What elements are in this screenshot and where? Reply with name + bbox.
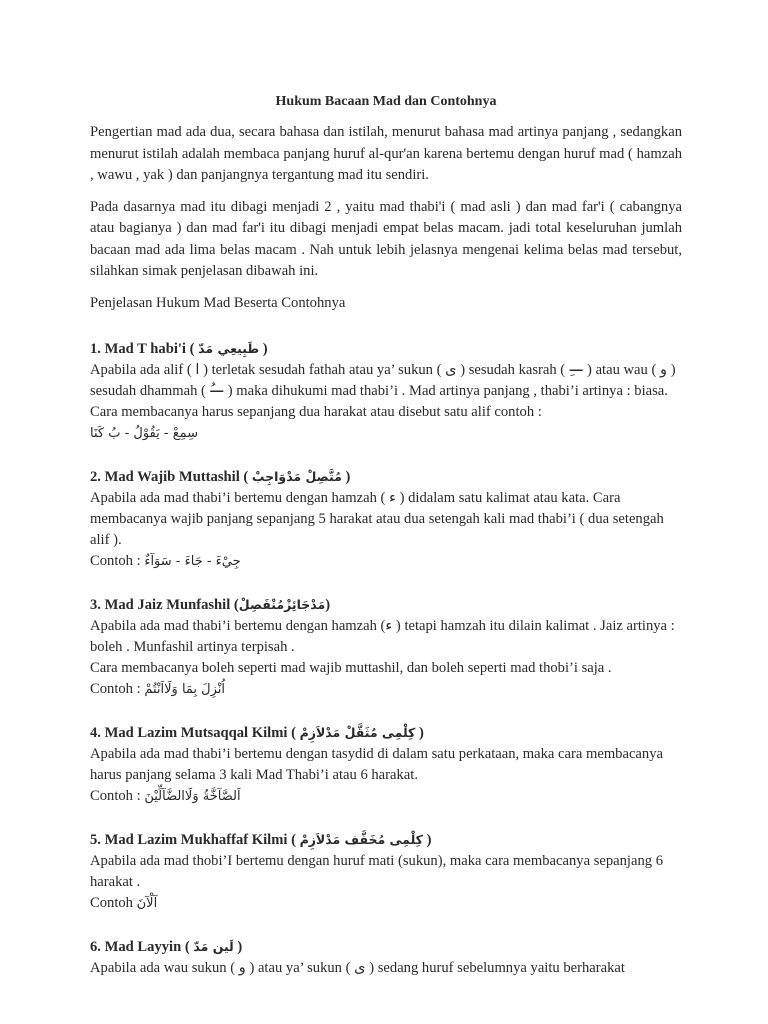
section-line: Apabila ada wau sukun ( و ) atau ya’ sukun ( ى ) sedang huruf sebelumnya yaitu berharakat: [90, 960, 625, 976]
heading-close: ): [422, 832, 432, 848]
heading-arabic: لَين مَدّ: [193, 939, 234, 954]
section-heading: [90, 722, 682, 744]
section-mad-lazim-mukhaffaf-kilmi: [90, 829, 682, 914]
section-heading: [90, 338, 682, 360]
intro-paragraph-2: Pada dasarnya mad itu dibagi menjadi 2 , yaitu mad thabi'i ( mad asli ) dan mad far'i ( cabangnya atau bagianya ) dan mad far'i itu dibagi menjadi empat belas macam. jadi total keseluruhan jumlah bacaan mad ada lima belas macam . Nah untuk lebih jelasnya mengenai kelima belas mad tersebut, silahkan simak penjelasan dibawah ini.: [90, 198, 682, 279]
heading-text: 4. Mad Lazim Mutsaqqal Kilmi (: [90, 725, 300, 741]
example-label: Contoh: [90, 895, 137, 911]
example-arabic: اَلصَّآخَّةُ وَلَاالضَّآلِّيْنَ: [144, 789, 241, 804]
example-line: [90, 893, 682, 914]
example-arabic: آلْآنَ: [136, 896, 158, 911]
heading-text: 2. Mad Wajib Muttashil (: [90, 469, 252, 485]
document-title: Hukum Bacaan Mad dan Contohnya: [275, 94, 497, 109]
heading-text: 1. Mad T habi'i (: [90, 341, 199, 357]
heading-close: ): [325, 597, 331, 613]
example-arabic: جِيْءَ - جَاءَ - سَوَآءٌ: [144, 554, 241, 569]
heading-arabic: كِلْمِى مُثَقَّلْ مَدْلاَزِمْ: [299, 725, 416, 740]
section-heading: [90, 936, 682, 958]
section-line: Apabila ada alif ( ا ) terletak sesudah fathah atau ya’ sukun ( ى ) sesudah kasrah ( —ِ ) atau wau ( و ) sesudah dhammah ( —ُ ) maka dihukumi mad thabi’i . Mad artinya panjang , thabi’i artinya : biasa.: [90, 362, 676, 399]
heading-close: ): [233, 939, 243, 955]
section-heading: [90, 594, 682, 616]
example-line: [90, 786, 682, 807]
example-line: [90, 551, 682, 572]
section-heading: [90, 466, 682, 488]
example-label: Contoh :: [90, 553, 145, 569]
heading-arabic: طَبِيعِي مَدّ: [198, 341, 260, 356]
section-line: Apabila ada mad thobi’I bertemu dengan huruf mati (sukun), maka cara membacanya sepanjang 6 harakat .: [90, 853, 663, 890]
heading-text: 5. Mad Lazim Mukhaffaf Kilmi (: [90, 832, 300, 848]
section-mad-jaiz-munfashil: [90, 594, 682, 700]
intro-paragraph-3: Penjelasan Hukum Mad Beserta Contohnya: [90, 294, 346, 311]
heading-text: 6. Mad Layyin (: [90, 939, 194, 955]
section-mad-layyin: [90, 936, 682, 979]
intro-paragraph-1: Pengertian mad ada dua, secara bahasa dan istilah, menurut bahasa mad artinya panjang , sedangkan menurut istilah adalah membaca panjang huruf al-qur'an karena bertemu dengan huruf mad ( hamzah , wawu , yak ) dan panjangnya tergantung mad itu sendiri.: [90, 124, 682, 183]
section-line: Apabila ada mad thabi’i bertemu dengan tasydid di dalam satu perkataan, maka cara membacanya harus panjang selama 3 kali Mad Thabi’i atau 6 harakat.: [90, 746, 663, 783]
example-line: [90, 679, 682, 700]
section-mad-lazim-mutsaqqal-kilmi: [90, 722, 682, 807]
heading-close: ): [341, 469, 351, 485]
example-label: Contoh :: [90, 788, 145, 804]
heading-close: ): [415, 725, 424, 741]
section-line: Apabila ada mad thabi’i bertemu dengan hamzah (ء ) tetapi hamzah itu dilain kalimat . Jaiz artinya : boleh . Munfashil artinya terpisah .: [90, 618, 675, 655]
heading-arabic: مُتَّصِلْ مَدْوَاجِبْ: [251, 469, 342, 484]
section-mad-thabii: [90, 338, 682, 444]
section-mad-wajib-muttashil: [90, 466, 682, 572]
section-line: Cara membacanya boleh seperti mad wajib muttashil, dan boleh seperti mad thobi’i saja .: [90, 660, 612, 676]
section-line: Apabila ada mad thabi’i bertemu dengan hamzah ( ء ) didalam satu kalimat atau kata. Cara membacanya wajib panjang sepanjang 5 harakat atau dua setengah kali mad thabi’i ( dua setengah alif ).: [90, 490, 664, 548]
heading-arabic: مَدْجَائِزْمُنْفَصِلْ: [238, 597, 326, 612]
heading-text: 3. Mad Jaiz Munfashil (: [90, 597, 239, 613]
example-arabic: سِمِعْ - يَقُوْلُ - بُ كَنَا: [90, 426, 199, 441]
example-label: Contoh :: [90, 681, 145, 697]
section-heading: [90, 829, 682, 851]
heading-close: ): [259, 341, 268, 357]
example-arabic: اُنْزِلَ بِمَا وَلَااَنْتُمْ: [144, 682, 226, 697]
section-line: Cara membacanya harus sepanjang dua harakat atau disebut satu alif contoh :: [90, 404, 542, 420]
heading-arabic: كِلْمِى مُخَفَّف مَدْلاَزِمْ: [299, 832, 423, 847]
example-line: [90, 423, 682, 444]
